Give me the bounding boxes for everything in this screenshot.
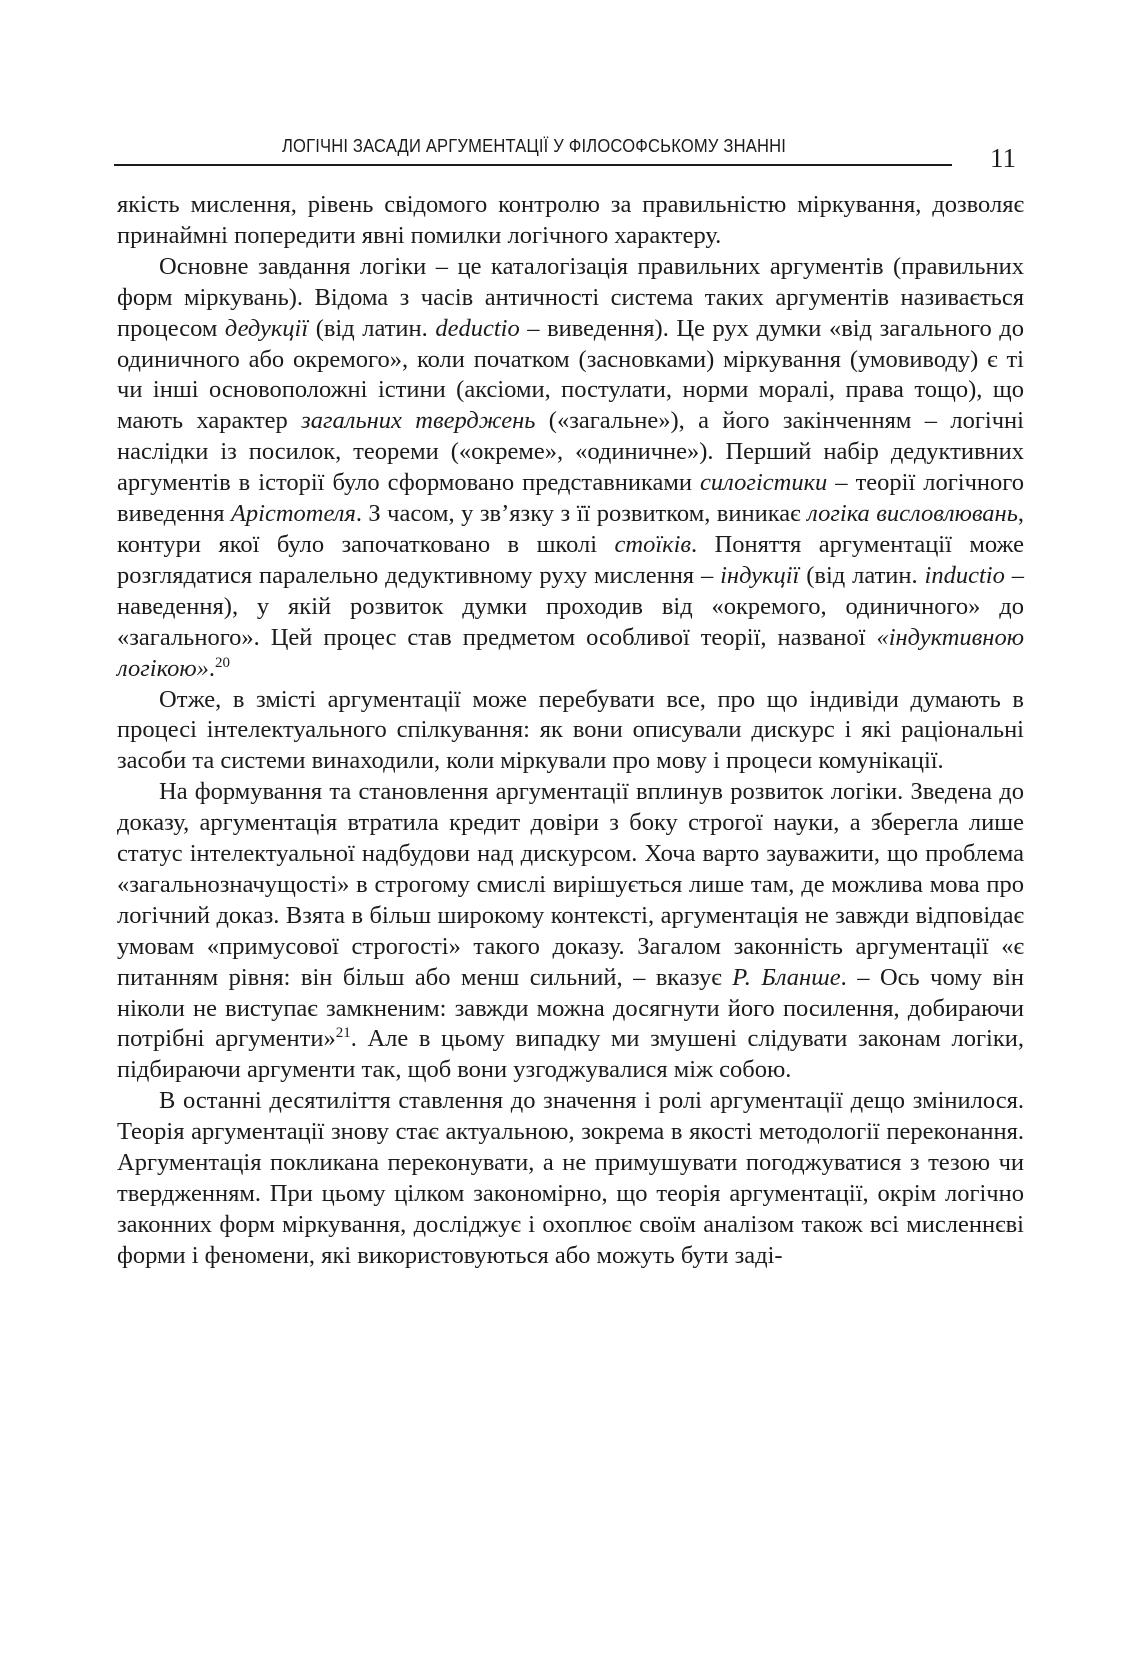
italic-term: індукції bbox=[720, 561, 800, 589]
paragraph bbox=[117, 190, 1024, 252]
text-run: , контури якої було започатковано в школі bbox=[117, 500, 1024, 558]
italic-term: силогістики bbox=[700, 469, 828, 497]
text-run: На формування та становлення аргументації вплинув розвиток логіки. Зведена до доказу, аргументація втратила кредит довіри з боку строгої науки, а зберегла лише статус інтелектуальної надбудови над дискурсом. Хоча варто зауважити, що проблема «загальнозначущості» в строгому смислі вирішується лише там, де можлива мова про логічний доказ. Взята в більш широкому контексті, аргументація не завжди відповідає умовам «примусової строгості» такого доказу. Загалом законність аргументації «є питанням рівня: він більш або менш сильний, – вказує bbox=[117, 778, 1024, 991]
text-run: . З часом, у зв’язку з її розвитком, виникає bbox=[355, 500, 808, 528]
footnote-ref: 21 bbox=[335, 1025, 351, 1042]
paragraph bbox=[117, 685, 1024, 778]
text-run: . – Ось чому він ніколи не виступає замкненим: завжди можна досягнути його посилення, добираючи потрібні аргументи» bbox=[117, 963, 1024, 1053]
text-run: В останні десятиліття ставлення до значення і ролі аргументації дещо змінилося. Теорія аргументації знову стає актуальною, зокрема в якості методології переконання. Аргументація покликана переконувати, а не примушувати погоджуватися з тезою чи твердженням. При цьому цілком закономірно, що теорія аргументації, окрім логічно законних форм міркування, досліджує і охоплює своїм аналізом також всі мисленнєві форми і феномени, які використовуються або можуть бути заді- bbox=[117, 1087, 1024, 1269]
paragraph bbox=[117, 777, 1024, 1086]
italic-term: стоїків bbox=[614, 530, 692, 558]
italic-term: Р. Бланше bbox=[732, 963, 841, 991]
text-run: . Поняття аргументації може розглядатися паралельно дедуктивному руху мислення – bbox=[117, 530, 1024, 589]
italic-term: Арістотеля bbox=[230, 500, 356, 528]
body-text bbox=[117, 190, 1024, 1272]
italic-term: логіка висловлювань bbox=[807, 500, 1018, 528]
text-run: – наведення), у якій розвиток думки проходив від «окремого, одиничного» до «загального». Цей процес став предметом особливої теорії, названої bbox=[117, 561, 1024, 651]
text-run: якість мислення, рівень свідомого контролю за правильністю міркування, дозволяє принаймні попередити явні помилки логічного характеру. bbox=[117, 191, 1024, 249]
header-rule bbox=[114, 164, 952, 166]
text-run: Отже, в змісті аргументації може перебувати все, про що індивіди думають в процесі інтелектуального спілкування: як вони описували дискурс і які раціональні засоби та системи винаходили, коли міркували про мову і процеси комунікації. bbox=[117, 685, 1024, 775]
italic-term: «індуктивною логікою» bbox=[117, 623, 1024, 682]
text-run: (від латин. bbox=[308, 314, 436, 342]
italic-term: inductio bbox=[924, 561, 1005, 589]
page-number: 11 bbox=[990, 143, 1016, 173]
text-run: (від латин. bbox=[799, 561, 925, 589]
text-run: – виведення). Це рух думки «від загального до одиничного або окремого», коли початком (засновками) міркування (умовиводу) є ті чи інші основоположні істини (аксіоми, постулати, норми моралі, права тощо), що мають характер bbox=[117, 314, 1024, 435]
running-head: ЛОГІЧНІ ЗАСАДИ АРГУМЕНТАЦІЇ У ФІЛОСОФСЬКОМУ ЗНАННІ bbox=[281, 136, 787, 156]
italic-term: дедукції bbox=[224, 314, 309, 342]
footnote-ref: 20 bbox=[215, 654, 231, 671]
text-run: – теорії логічного виведення bbox=[117, 469, 1024, 528]
italic-term: deductio bbox=[435, 314, 520, 342]
text-run: Основне завдання логіки – це каталогізація правильних аргументів (правильних форм міркувань). Відома з часів античності система таких аргументів називається процесом bbox=[117, 252, 1024, 342]
text-run: . bbox=[208, 654, 216, 682]
text-run: . Але в цьому випадку ми змушені слідувати законам логіки, підбираючи аргументи так, щоб вони узгоджувалися між собою. bbox=[117, 1025, 1024, 1084]
italic-term: загальних тверджень bbox=[301, 407, 536, 435]
paragraph bbox=[117, 252, 1024, 685]
paragraph bbox=[117, 1086, 1024, 1271]
text-run: («загальне»), а його закінченням – логічні наслідки із посилок, теореми («окреме», «одиничне»). Перший набір дедуктивних аргументів в історії було сформовано представниками bbox=[117, 407, 1024, 497]
